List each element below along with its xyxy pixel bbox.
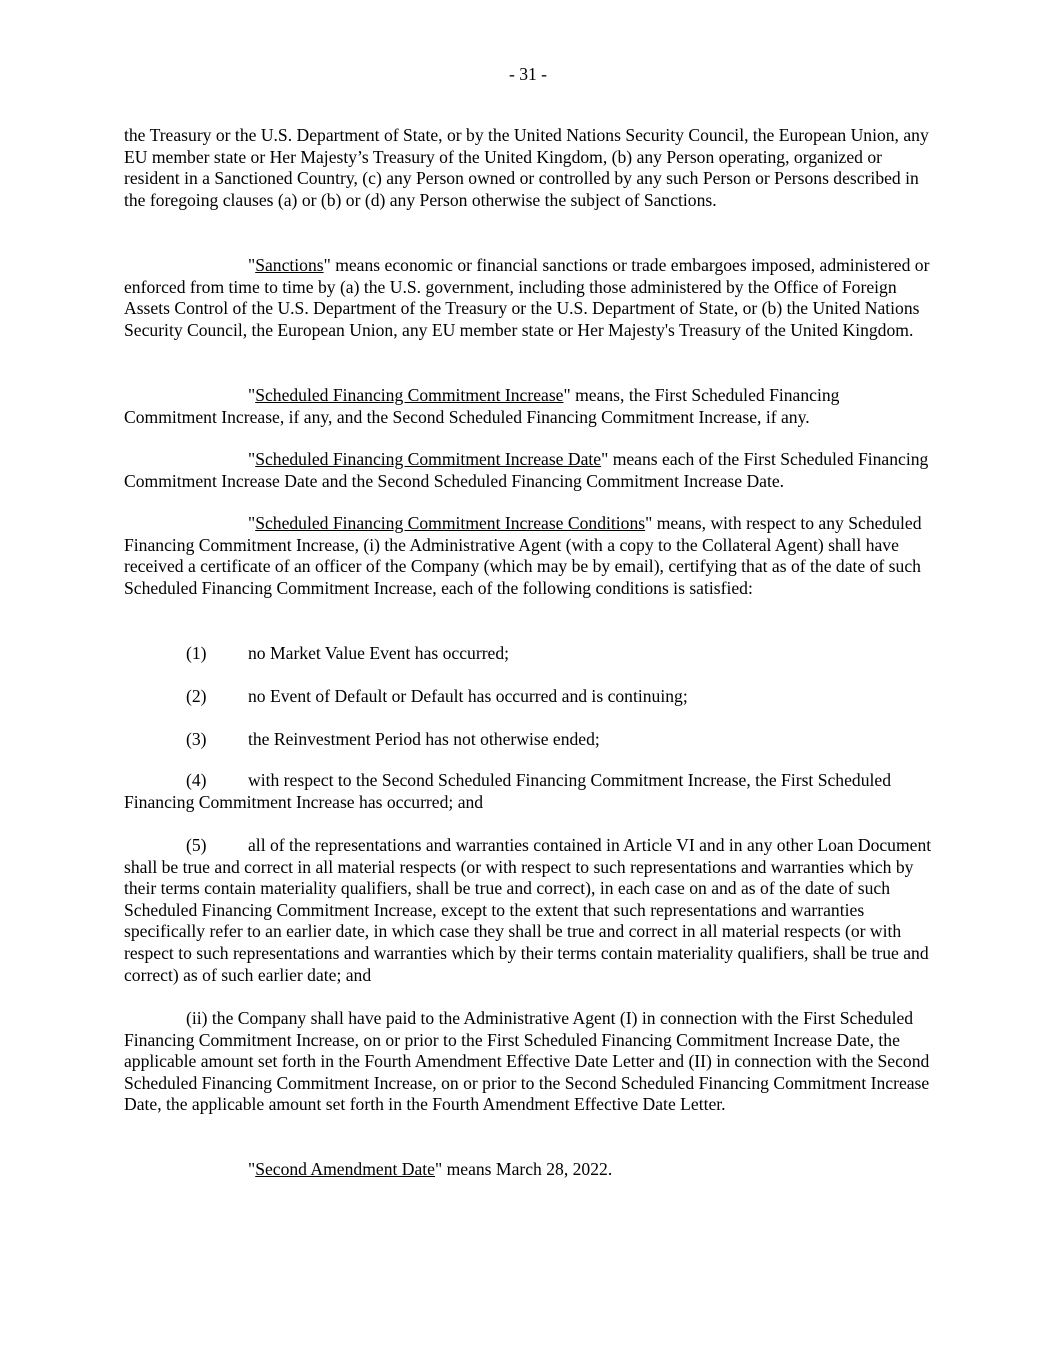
condition-item — [124, 686, 994, 708]
condition-item — [124, 835, 932, 986]
condition-number: (4) — [186, 770, 207, 790]
condition-text: with respect to the Second Scheduled Financing Commitment Increase, the First Scheduled Financing Commitment Increase has occurred; and — [124, 770, 892, 812]
open-quote: " — [248, 449, 256, 469]
condition-number: (3) — [186, 729, 207, 749]
condition-text: no Market Value Event has occurred; — [248, 643, 510, 663]
definition-text: " means each of the First Scheduled Financing Commitment Increase Date and the Second Scheduled Financing Commitment Increase Date. — [124, 449, 929, 491]
definition-sanctions — [124, 255, 932, 341]
open-quote: " — [248, 385, 256, 405]
condition-text: the Reinvestment Period has not otherwise ended; — [248, 729, 600, 749]
page-number: - 31 - — [508, 64, 548, 84]
open-quote: " — [248, 1159, 256, 1179]
definition-text: " means, the First Scheduled Financing Commitment Increase, if any, and the Second Scheduled Financing Commitment Increase, if any. — [124, 385, 840, 427]
condition-number: (2) — [186, 686, 207, 706]
defined-term-sfcid: Scheduled Financing Commitment Increase Date — [255, 449, 602, 469]
condition-text: no Event of Default or Default has occurred and is continuing; — [248, 686, 688, 706]
defined-term-sanctions: Sanctions — [255, 255, 324, 275]
condition-number: (1) — [186, 643, 207, 663]
definition-scheduled-financing-commitment-increase-date — [124, 449, 932, 492]
paragraph-payment-condition: (ii) the Company shall have paid to the Administrative Agent (I) in connection with the First Scheduled Financing Commitment Increase, on or prior to the First Scheduled Financing Commitment Increase Date, the applicable amount set forth in the Fourth Amendment Effective Date Letter and (II) in connection with the Second Scheduled Financing Commitment Increase, on or prior to the Second Scheduled Financing Commitment Increase Date, the applicable amount set forth in the Fourth Amendment Effective Date Letter. — [124, 1008, 930, 1115]
condition-item — [124, 643, 994, 665]
definition-scheduled-financing-commitment-increase — [124, 385, 932, 428]
condition-number: (5) — [186, 835, 207, 855]
open-quote: " — [248, 255, 256, 275]
definition-text: " means, with respect to any Scheduled Financing Commitment Increase, (i) the Administrative Agent (with a copy to the Collateral Agent) shall have received a certificate of an officer of the Company (which may be by email), certifying that as of the date of such Scheduled Financing Commitment Increase, each of the following conditions is satisfied: — [124, 513, 922, 598]
condition-item — [124, 770, 932, 813]
definition-second-amendment-date — [124, 1159, 932, 1181]
condition-item — [124, 729, 994, 751]
open-quote: " — [248, 513, 256, 533]
condition-text: all of the representations and warranties contained in Article VI and in any other Loan Document shall be true and correct in all material respects (or with respect to such representations and warranties which by their terms contain materiality qualifiers, shall be true and correct), in each case on and as of the date of such Scheduled Financing Commitment Increase, except to the extent that such representations and warranties specifically refer to an earlier date, in which case they shall be true and correct in all material respects (or with respect to such representations and warranties which by their terms contain materiality qualifiers, shall be true and correct) as of such earlier date; and — [124, 835, 932, 985]
definition-text: " means March 28, 2022. — [435, 1159, 613, 1179]
definition-text: " means economic or financial sanctions or trade embargoes imposed, administered or enforced from time to time by (a) the U.S. government, including those administered by the Office of Foreign Assets Control of the U.S. Department of the Treasury or the U.S. Department of State, or (b) the United Nations Security Council, the European Union, any EU member state or Her Majesty's Treasury of the United Kingdom. — [124, 255, 930, 340]
paragraph-sanctioned-person-continuation: the Treasury or the U.S. Department of State, or by the United Nations Security Council, the European Union, any EU member state or Her Majesty’s Treasury of the United Kingdom, (b) any Person operating, organized or resident in a Sanctioned Country, (c) any Person owned or controlled by any such Person or Persons described in the foregoing clauses (a) or (b) or (d) any Person otherwise the subject of Sanctions. — [124, 125, 929, 210]
defined-term-sfcic: Scheduled Financing Commitment Increase Conditions — [255, 513, 646, 533]
defined-term-sad: Second Amendment Date — [255, 1159, 435, 1179]
defined-term-sfci: Scheduled Financing Commitment Increase — [255, 385, 564, 405]
definition-scheduled-financing-commitment-increase-conditions — [124, 513, 932, 599]
